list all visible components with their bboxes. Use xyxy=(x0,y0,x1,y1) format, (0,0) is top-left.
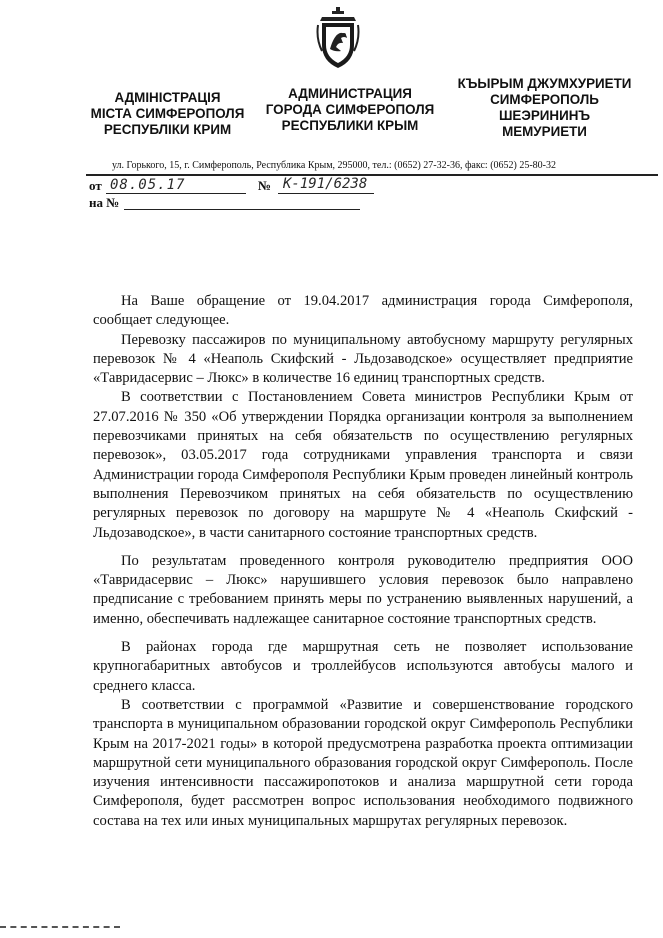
header-russian-line: АДМИНИСТРАЦИЯ xyxy=(288,86,412,101)
coat-of-arms-icon xyxy=(316,5,360,71)
header-ukrainian xyxy=(60,90,275,138)
header-ukrainian-line: МІСТА СИМФЕРОПОЛЯ xyxy=(90,106,245,121)
header-russian-line: РЕСПУБЛИКИ КРЫМ xyxy=(281,118,419,133)
bottom-scan-mark xyxy=(0,926,120,928)
paragraph: В соответствии с Постановлением Совета министров Республики Крым от 27.07.2016 № 350 «Об утверждении Порядка организации контроля за выполнением перевозчиками принятых на себя обязательств по осуществлению регулярных перевозок», 03.05.2017 года сотрудниками управления транспорта и связи Администрации города Симферополя Республики Крым проведен линейный контроль выполнения Перевозчиком принятых на себя обязательств по осуществлению регулярных перевозок по договору на маршруте № 4 «Неаполь Скифский - Льдозаводское», в части санитарного состояние транспортных средств. xyxy=(93,389,633,541)
date-underline xyxy=(106,193,246,194)
paragraph: По результатам проведенного контроля руководителю предприятия ООО «Тавридасервис – Люкс» нарушившего условия перевозок было направлено предписание с требованием принять меры по устранению выявленных нарушений, а именно, обеспечивать надлежащее санитарное состояние транспортных средств. xyxy=(93,552,633,627)
paragraph: Перевозку пассажиров по муниципальному автобусному маршруту регулярных перевозок № 4 «Неаполь Скифский - Льдозаводское» осуществляет предприятие «Тавридасервис – Люкс» в количестве 16 единиц транспортных средств. xyxy=(93,331,633,387)
paragraph: В соответствии с программой «Развитие и совершенствование городского транспорта в муниципальном образовании городской округ Симферополь Республики Крым на 2017-2021 годы» в которой предусмотрена разработка проекта оптимизации маршрутной сети муниципального образования городской округ Симферополь. После изучения интенсивности пассажиропотоков и анализа маршрутной сети города Симферополя, будет рассмотрен вопрос использования необходимого подвижного состава на тех или иных муниципальных маршрутах регулярных перевозок. xyxy=(93,696,633,829)
header-divider xyxy=(86,174,658,176)
to-number-underline xyxy=(124,209,360,210)
header-russian-line: ГОРОДА СИМФЕРОПОЛЯ xyxy=(265,102,435,117)
ref-from-label: от xyxy=(89,178,102,193)
header-crimean-tatar-line: СИМФЕРОПОЛЬ xyxy=(490,92,599,107)
header-crimean-tatar xyxy=(432,76,657,140)
header-russian xyxy=(255,86,445,134)
ref-date-handwritten: 08.05.17 xyxy=(110,177,186,193)
ref-number-handwritten: К-191/6238 xyxy=(283,176,368,192)
header-crimean-tatar-line: МЕМУРИЕТИ xyxy=(502,124,587,139)
paragraph: В районах города где маршрутная сеть не позволяет использование крупногабаритных автобусов и троллейбусов используются автобусы малого и среднего класса. xyxy=(93,639,633,694)
letter-body xyxy=(93,292,633,831)
header-ukrainian-line: АДМІНІСТРАЦІЯ xyxy=(114,90,221,105)
address-line: ул. Горького, 15, г. Симферополь, Республика Крым, 295000, тел.: (0652) 27-32-36, факс: (0652) 25-80-32 xyxy=(112,160,557,171)
paragraph: На Ваше обращение от 19.04.2017 администрация города Симферополя, сообщает следующее. xyxy=(93,293,633,329)
ref-number-label: № xyxy=(258,178,272,193)
ref-to-label: на № xyxy=(89,195,120,210)
header-crimean-tatar-line: КЪЫРЫМ ДЖУМХУРИЕТИ xyxy=(457,76,632,91)
header-crimean-tatar-line: ШЕЭРИНИНЪ xyxy=(498,108,591,123)
number-underline xyxy=(278,193,374,194)
header-ukrainian-line: РЕСПУБЛІКИ КРИМ xyxy=(103,122,232,137)
